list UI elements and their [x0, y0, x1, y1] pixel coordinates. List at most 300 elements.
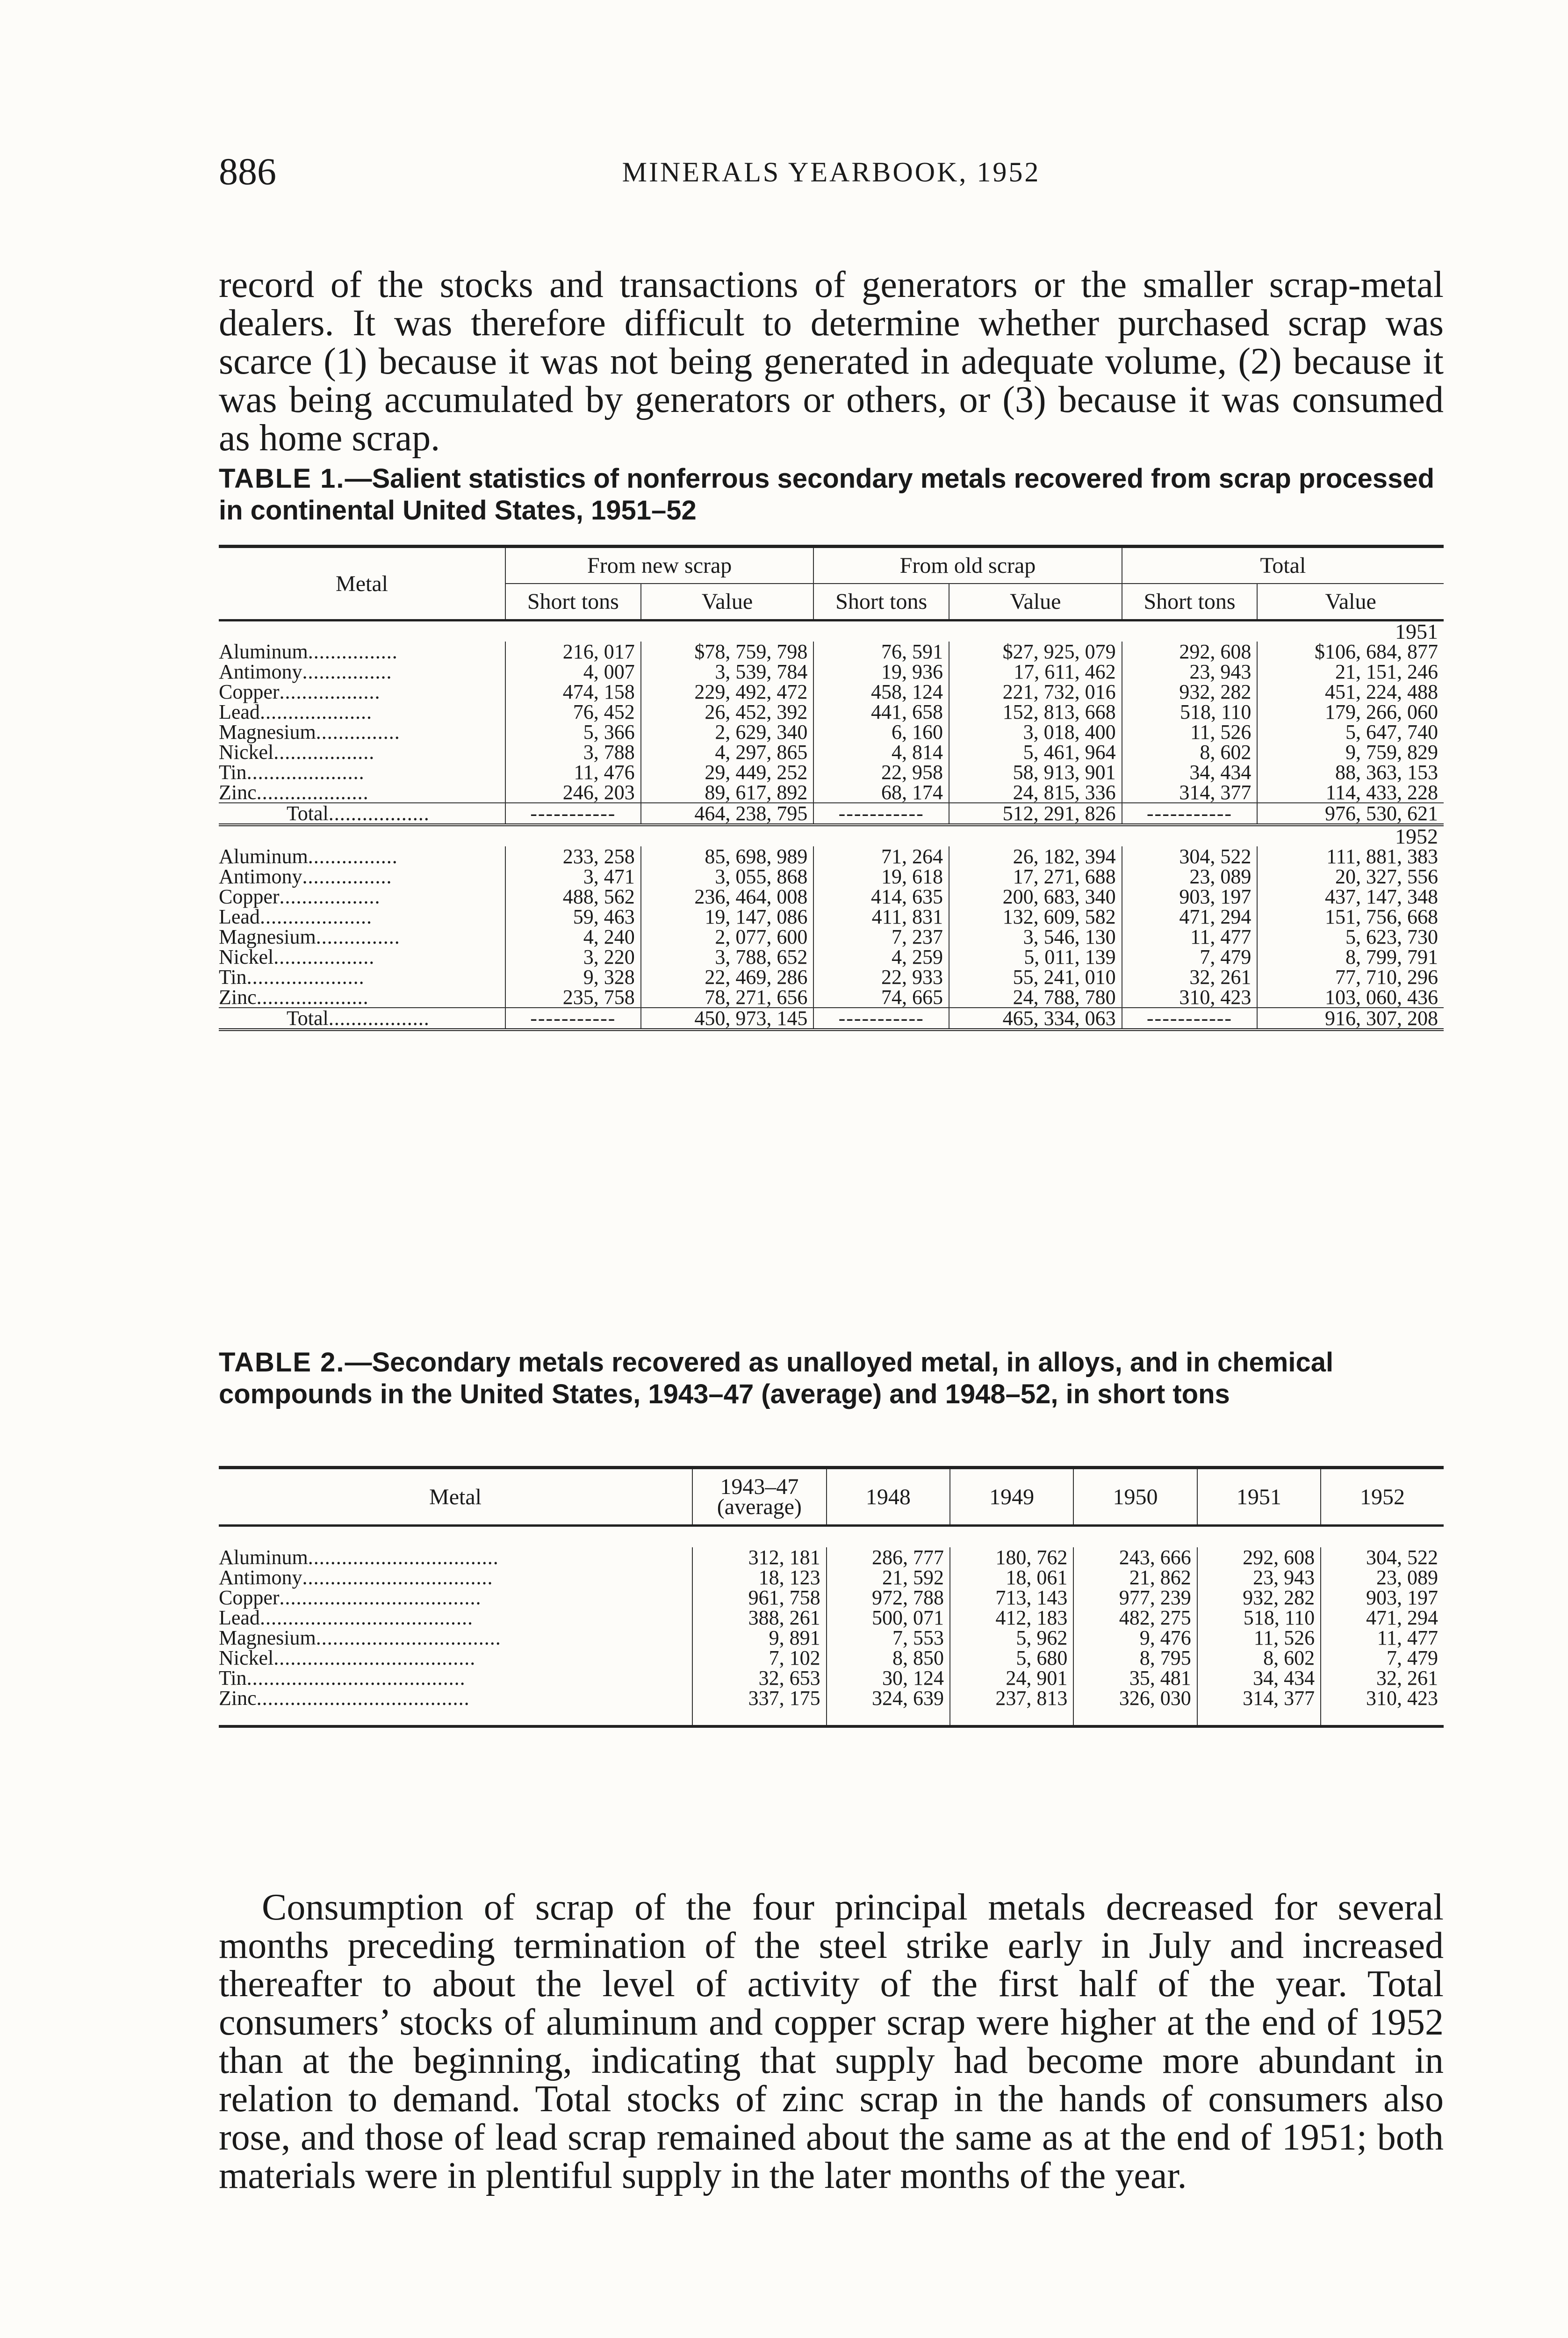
table-cell: 482, 275: [1073, 1608, 1197, 1628]
table-cell: 11, 476: [505, 762, 641, 782]
table1-sub-short-tons: Short tons: [505, 584, 641, 621]
table-cell: 71, 264: [813, 846, 949, 866]
table-row: [219, 782, 1444, 803]
leader-dots: ....................: [256, 986, 369, 1009]
total-dash: -----------: [505, 803, 641, 825]
table2-col-metal: Metal: [219, 1468, 692, 1526]
metal-label: Copper: [219, 1586, 280, 1609]
metal-label: Copper: [219, 885, 280, 908]
metal-label: Zinc: [219, 781, 257, 804]
table-cell: 6, 160: [813, 722, 949, 742]
table-cell: 76, 452: [505, 702, 641, 722]
table-cell: 152, 813, 668: [949, 702, 1122, 722]
year-label: 1952: [1395, 824, 1438, 848]
metal-name: [219, 803, 505, 825]
leader-dots: ....................: [259, 905, 372, 928]
metal-label: Magnesium: [219, 1626, 316, 1649]
table-cell: 179, 266, 060: [1257, 702, 1444, 722]
table-cell: 236, 464, 008: [641, 887, 814, 907]
table-cell: 237, 813: [950, 1688, 1073, 1708]
spacer-row: [219, 1708, 1444, 1726]
leader-dots: ...............: [316, 721, 400, 743]
table-cell: 19, 618: [813, 866, 949, 887]
table1-title: —Salient statistics of nonferrous secondary metals recovered from scrap processed in continental United States, 1951–52: [219, 463, 1435, 526]
table-cell: 22, 469, 286: [641, 967, 814, 987]
table-cell: 11, 477: [1122, 927, 1258, 947]
total-dash: -----------: [1122, 803, 1258, 825]
metal-name: [219, 967, 505, 987]
metal-label: Tin: [219, 1667, 247, 1689]
metal-label: Nickel: [219, 945, 274, 968]
table1-sub-short-tons: Short tons: [813, 584, 949, 621]
table-cell: 9, 891: [692, 1628, 827, 1648]
table-cell: 8, 602: [1197, 1648, 1321, 1668]
table-cell: 151, 756, 668: [1257, 907, 1444, 927]
table-cell: 972, 788: [827, 1588, 950, 1608]
table-row: [219, 927, 1444, 947]
leader-dots: ....................................: [273, 1646, 476, 1669]
table-row: [219, 1628, 1444, 1648]
table-cell: 8, 799, 791: [1257, 947, 1444, 967]
table-cell: $106, 684, 877: [1257, 642, 1444, 662]
table-cell: 4, 259: [813, 947, 949, 967]
table-cell: 7, 237: [813, 927, 949, 947]
table-row: [219, 866, 1444, 887]
metal-label: Antimony: [219, 865, 302, 888]
table2-col-average-years: 1943–47: [720, 1474, 799, 1499]
table-cell: 314, 377: [1197, 1688, 1321, 1708]
year-row: [219, 621, 1444, 642]
table-cell: 55, 241, 010: [949, 967, 1122, 987]
table-cell: 132, 609, 582: [949, 907, 1122, 927]
table-cell: 310, 423: [1321, 1688, 1444, 1708]
table-row: [219, 947, 1444, 967]
table-cell: 243, 666: [1073, 1547, 1197, 1567]
leader-dots: ..................: [328, 802, 430, 825]
metal-name: [219, 702, 505, 722]
metal-name: [219, 1567, 692, 1588]
metal-name: [219, 907, 505, 927]
metal-label: Aluminum: [219, 1546, 308, 1569]
metal-label: Lead: [219, 700, 260, 723]
metal-label: Nickel: [219, 741, 274, 764]
table-row: [219, 742, 1444, 762]
table-cell: 337, 175: [692, 1688, 827, 1708]
table-cell: 11, 477: [1321, 1628, 1444, 1648]
leader-dots: ...............: [316, 925, 400, 948]
rule-cell: [219, 1726, 1444, 1728]
table-cell: 24, 788, 780: [949, 987, 1122, 1008]
table-cell: 518, 110: [1197, 1608, 1321, 1628]
leader-dots: ..................: [328, 1007, 430, 1030]
spacer-row: [219, 1526, 1444, 1548]
metal-name: [219, 987, 505, 1008]
table-row: [219, 1588, 1444, 1608]
table1-col-metal: Metal: [219, 547, 505, 621]
table-cell: 7, 102: [692, 1648, 827, 1668]
table-cell: 17, 611, 462: [949, 662, 1122, 682]
spacer-cell: [950, 1708, 1073, 1726]
metal-name: [219, 762, 505, 782]
metal-name: [219, 1008, 505, 1030]
table-end-rule: [219, 1726, 1444, 1728]
metal-label: Total: [287, 1007, 329, 1030]
table-cell: $78, 759, 798: [641, 642, 814, 662]
table-cell: 30, 124: [827, 1668, 950, 1688]
metal-name: [219, 1547, 692, 1567]
leader-dots: .................................: [316, 1626, 501, 1649]
metal-label: Total: [287, 802, 329, 825]
page-header: [219, 150, 1444, 192]
table1-group-old: From old scrap: [813, 547, 1122, 584]
table-cell: 7, 479: [1321, 1648, 1444, 1668]
table-cell: 414, 635: [813, 887, 949, 907]
metal-label: Antimony: [219, 660, 302, 683]
table-row: [219, 1688, 1444, 1708]
metal-label: Nickel: [219, 1646, 274, 1669]
table-cell: 26, 452, 392: [641, 702, 814, 722]
table-cell: 4, 007: [505, 662, 641, 682]
table-cell: 114, 433, 228: [1257, 782, 1444, 803]
intro-paragraph: record of the stocks and transactions of generators or the smaller scrap-metal dealers. It was therefore difficult to determine whether purchased scrap was scarce (1) because it was not being generated in adequate volume, (2) because it was being accumulated by generators or others, or (3) because it was consumed as home scrap.: [219, 264, 1444, 459]
metal-name: [219, 846, 505, 866]
metal-name: [219, 927, 505, 947]
table2-col-year: 1949: [950, 1468, 1073, 1526]
table1-sub-value: Value: [641, 584, 814, 621]
table-cell: 3, 788, 652: [641, 947, 814, 967]
table-cell: 21, 151, 246: [1257, 662, 1444, 682]
table-cell: 74, 665: [813, 987, 949, 1008]
metal-name: [219, 1588, 692, 1608]
table-cell: 23, 089: [1122, 866, 1258, 887]
metal-name: [219, 887, 505, 907]
table2-col-year: 1952: [1321, 1468, 1444, 1526]
table-cell: 3, 220: [505, 947, 641, 967]
table-cell: 59, 463: [505, 907, 641, 927]
table-cell: 471, 294: [1321, 1608, 1444, 1628]
leader-dots: .....................: [246, 761, 365, 784]
page-number: 886: [219, 150, 276, 193]
table-cell: 312, 181: [692, 1547, 827, 1567]
total-value: 464, 238, 795: [641, 803, 814, 825]
total-value: 465, 334, 063: [949, 1008, 1122, 1030]
table-cell: 961, 758: [692, 1588, 827, 1608]
running-title: MINERALS YEARBOOK, 1952: [622, 157, 1041, 188]
table-cell: 5, 011, 139: [949, 947, 1122, 967]
table-cell: 441, 658: [813, 702, 949, 722]
table-cell: 932, 282: [1197, 1588, 1321, 1608]
metal-name: [219, 947, 505, 967]
leader-dots: ......................................: [259, 1606, 473, 1629]
table-cell: 310, 423: [1122, 987, 1258, 1008]
table-cell: 85, 698, 989: [641, 846, 814, 866]
metal-label: Lead: [219, 905, 260, 928]
table-row: [219, 907, 1444, 927]
table-cell: 500, 071: [827, 1608, 950, 1628]
table-cell: 4, 814: [813, 742, 949, 762]
total-dash: -----------: [1122, 1008, 1258, 1030]
metal-label: Lead: [219, 1606, 260, 1629]
table-cell: 34, 434: [1122, 762, 1258, 782]
closing-paragraph: Consumption of scrap of the four principal metals decreased for several months preceding termination of the steel strike early in July and increased thereafter to about the level of activity of the first half of the year. Total consumers’ stocks of aluminum and copper scrap were higher at the end of 1952 than at the beginning, indicating that supply had become more abundant in relation to demand. Total stocks of zinc scrap in the hands of consumers also rose, and those of lead scrap remained about the same as at the end of 1951; both materials were in plentiful supply in the later months of the year.: [219, 1887, 1444, 2196]
table-cell: 518, 110: [1122, 702, 1258, 722]
table-cell: 3, 471: [505, 866, 641, 887]
spacer-cell: [219, 1526, 1444, 1548]
table-cell: 32, 261: [1321, 1668, 1444, 1688]
metal-name: [219, 662, 505, 682]
table-cell: 21, 862: [1073, 1567, 1197, 1588]
total-value: 916, 307, 208: [1257, 1008, 1444, 1030]
table-row: [219, 722, 1444, 742]
table-cell: 2, 077, 600: [641, 927, 814, 947]
metal-label: Tin: [219, 966, 247, 989]
table-cell: 35, 481: [1073, 1668, 1197, 1688]
table-cell: 977, 239: [1073, 1588, 1197, 1608]
leader-dots: ..................: [279, 680, 381, 703]
table-row: [219, 1648, 1444, 1668]
table-cell: 3, 018, 400: [949, 722, 1122, 742]
table-cell: 8, 602: [1122, 742, 1258, 762]
table-row: [219, 1668, 1444, 1688]
metal-label: Copper: [219, 680, 280, 703]
table-cell: 474, 158: [505, 682, 641, 702]
table-cell: 23, 943: [1122, 662, 1258, 682]
table-cell: 23, 943: [1197, 1567, 1321, 1588]
metal-name: [219, 1648, 692, 1668]
table1-group-new: From new scrap: [505, 547, 813, 584]
table-cell: 3, 546, 130: [949, 927, 1122, 947]
leader-dots: ..................: [279, 885, 381, 908]
table-cell: 88, 363, 153: [1257, 762, 1444, 782]
table-cell: 4, 297, 865: [641, 742, 814, 762]
table-cell: 180, 762: [950, 1547, 1073, 1567]
table-cell: 233, 258: [505, 846, 641, 866]
table1: [219, 545, 1444, 1031]
leader-dots: ................: [302, 865, 392, 888]
metal-label: Magnesium: [219, 925, 316, 948]
table-row: [219, 887, 1444, 907]
table-row: [219, 987, 1444, 1008]
table-cell: 9, 328: [505, 967, 641, 987]
table-cell: 286, 777: [827, 1547, 950, 1567]
leader-dots: ..................: [273, 741, 375, 764]
table-row: [219, 1547, 1444, 1567]
table1-label: TABLE 1.: [219, 463, 345, 494]
total-row: [219, 803, 1444, 825]
metal-name: [219, 782, 505, 803]
table-cell: 326, 030: [1073, 1688, 1197, 1708]
year-row: [219, 825, 1444, 846]
metal-name: [219, 1628, 692, 1648]
total-dash: -----------: [813, 803, 949, 825]
table-cell: 5, 623, 730: [1257, 927, 1444, 947]
table-row: [219, 967, 1444, 987]
table-cell: 388, 261: [692, 1608, 827, 1628]
table-cell: 713, 143: [950, 1588, 1073, 1608]
leader-dots: ..................: [273, 945, 375, 968]
table-cell: 22, 958: [813, 762, 949, 782]
table-cell: 78, 271, 656: [641, 987, 814, 1008]
table1-sub-short-tons: Short tons: [1122, 584, 1258, 621]
year-label: 1951: [1395, 620, 1438, 643]
table-row: [219, 642, 1444, 662]
spacer-cell: [1321, 1708, 1444, 1726]
metal-name: [219, 742, 505, 762]
leader-dots: .......................................: [246, 1667, 466, 1689]
leader-dots: ....................: [256, 781, 369, 804]
table-cell: 24, 815, 336: [949, 782, 1122, 803]
table1-sub-value: Value: [949, 584, 1122, 621]
table-cell: 19, 936: [813, 662, 949, 682]
table-cell: 235, 758: [505, 987, 641, 1008]
metal-name: [219, 682, 505, 702]
table-cell: $27, 925, 079: [949, 642, 1122, 662]
table-cell: 3, 539, 784: [641, 662, 814, 682]
table2-col-year: 1948: [827, 1468, 950, 1526]
table-cell: 8, 850: [827, 1648, 950, 1668]
table2-caption: [219, 1347, 1444, 1410]
table-cell: 246, 203: [505, 782, 641, 803]
leader-dots: ....................: [259, 700, 372, 723]
table2-col-year: 1950: [1073, 1468, 1197, 1526]
table-cell: 903, 197: [1122, 887, 1258, 907]
table-cell: 58, 913, 901: [949, 762, 1122, 782]
table-row: [219, 682, 1444, 702]
table-cell: 18, 061: [950, 1567, 1073, 1588]
table2-col-average-note: (average): [717, 1494, 802, 1519]
table-cell: 7, 553: [827, 1628, 950, 1648]
metal-label: Zinc: [219, 986, 257, 1009]
table-cell: 29, 449, 252: [641, 762, 814, 782]
table1-sub-value: Value: [1257, 584, 1444, 621]
table-row: [219, 702, 1444, 722]
table-cell: 4, 240: [505, 927, 641, 947]
table-cell: 488, 562: [505, 887, 641, 907]
metal-label: Aluminum: [219, 845, 308, 868]
table-cell: 221, 732, 016: [949, 682, 1122, 702]
metal-name: [219, 1688, 692, 1708]
metal-name: [219, 1608, 692, 1628]
table-cell: 216, 017: [505, 642, 641, 662]
table-cell: 437, 147, 348: [1257, 887, 1444, 907]
table-row: [219, 846, 1444, 866]
table-cell: 3, 788: [505, 742, 641, 762]
table-cell: 8, 795: [1073, 1648, 1197, 1668]
table-cell: 5, 461, 964: [949, 742, 1122, 762]
table1-caption: [219, 463, 1444, 527]
metal-name: [219, 722, 505, 742]
metal-label: Tin: [219, 761, 247, 784]
metal-label: Zinc: [219, 1687, 257, 1710]
total-value: 450, 973, 145: [641, 1008, 814, 1030]
table-cell: 5, 680: [950, 1648, 1073, 1668]
total-value: 512, 291, 826: [949, 803, 1122, 825]
leader-dots: ................: [308, 845, 398, 868]
table-cell: 11, 526: [1122, 722, 1258, 742]
table-cell: 229, 492, 472: [641, 682, 814, 702]
table-cell: 5, 366: [505, 722, 641, 742]
table-cell: 103, 060, 436: [1257, 987, 1444, 1008]
table2-col-year: 1951: [1197, 1468, 1321, 1526]
metal-name: [219, 866, 505, 887]
table-cell: 411, 831: [813, 907, 949, 927]
spacer-cell: [827, 1708, 950, 1726]
table-cell: 68, 174: [813, 782, 949, 803]
metal-name: [219, 1668, 692, 1688]
spacer-cell: [1073, 1708, 1197, 1726]
leader-dots: ................: [302, 660, 392, 683]
spacer-cell: [692, 1708, 827, 1726]
table-cell: 314, 377: [1122, 782, 1258, 803]
table-cell: 5, 647, 740: [1257, 722, 1444, 742]
table-cell: 77, 710, 296: [1257, 967, 1444, 987]
table2-col-average: [692, 1468, 827, 1526]
table-cell: 7, 479: [1122, 947, 1258, 967]
table-cell: 11, 526: [1197, 1628, 1321, 1648]
table-cell: 412, 183: [950, 1608, 1073, 1628]
table-cell: 18, 123: [692, 1567, 827, 1588]
table-cell: 20, 327, 556: [1257, 866, 1444, 887]
table2-label: TABLE 2.: [219, 1347, 345, 1378]
table-cell: 76, 591: [813, 642, 949, 662]
table-cell: 9, 759, 829: [1257, 742, 1444, 762]
table-cell: 932, 282: [1122, 682, 1258, 702]
table-cell: 17, 271, 688: [949, 866, 1122, 887]
table-cell: 5, 962: [950, 1628, 1073, 1648]
table-cell: 451, 224, 488: [1257, 682, 1444, 702]
total-value: 976, 530, 621: [1257, 803, 1444, 825]
table-cell: 19, 147, 086: [641, 907, 814, 927]
table-cell: 3, 055, 868: [641, 866, 814, 887]
metal-label: Magnesium: [219, 721, 316, 743]
table-row: [219, 662, 1444, 682]
table-cell: 24, 901: [950, 1668, 1073, 1688]
table-cell: 23, 089: [1321, 1567, 1444, 1588]
leader-dots: ................: [308, 640, 398, 663]
spacer-cell: [219, 1708, 692, 1726]
table-cell: 292, 608: [1197, 1547, 1321, 1567]
metal-name: [219, 642, 505, 662]
table-row: [219, 1608, 1444, 1628]
table-cell: 21, 592: [827, 1567, 950, 1588]
table-cell: 903, 197: [1321, 1588, 1444, 1608]
table-cell: 26, 182, 394: [949, 846, 1122, 866]
metal-label: Antimony: [219, 1566, 302, 1589]
total-row: [219, 1008, 1444, 1030]
table-cell: 304, 522: [1122, 846, 1258, 866]
leader-dots: ....................................: [279, 1586, 482, 1609]
table-cell: 111, 881, 383: [1257, 846, 1444, 866]
table-row: [219, 762, 1444, 782]
table-cell: 471, 294: [1122, 907, 1258, 927]
total-dash: -----------: [505, 1008, 641, 1030]
table2: [219, 1466, 1444, 1728]
table-cell: 458, 124: [813, 682, 949, 702]
spacer-cell: [1197, 1708, 1321, 1726]
table2-title: —Secondary metals recovered as unalloyed metal, in alloys, and in chemical compounds in the United States, 1943–47 (average) and 1948–52, in short tons: [219, 1347, 1334, 1409]
table-cell: 9, 476: [1073, 1628, 1197, 1648]
table-cell: 32, 261: [1122, 967, 1258, 987]
leader-dots: ......................................: [256, 1687, 470, 1710]
table-cell: 32, 653: [692, 1668, 827, 1688]
table-cell: 200, 683, 340: [949, 887, 1122, 907]
table-cell: 34, 434: [1197, 1668, 1321, 1688]
leader-dots: .....................: [246, 966, 365, 989]
table-cell: 2, 629, 340: [641, 722, 814, 742]
table-cell: 304, 522: [1321, 1547, 1444, 1567]
leader-dots: ..................................: [308, 1546, 499, 1569]
table-cell: 89, 617, 892: [641, 782, 814, 803]
